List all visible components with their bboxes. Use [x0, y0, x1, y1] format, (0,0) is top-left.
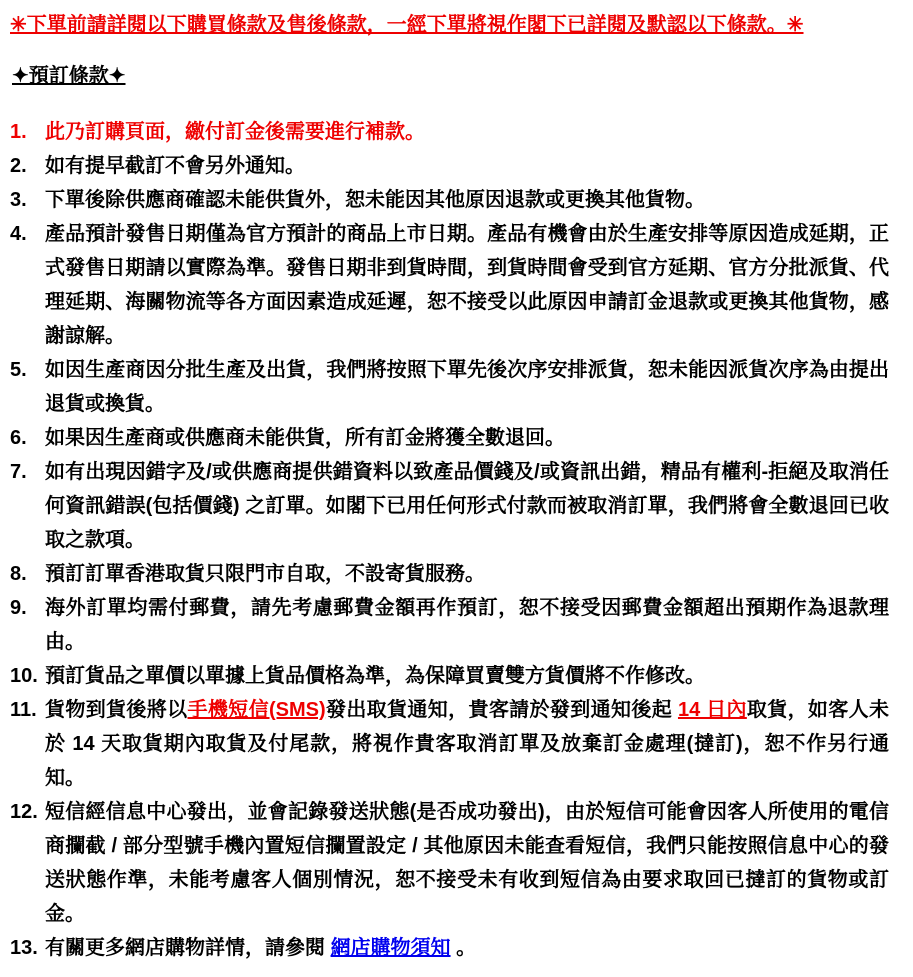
term-segment: 下單後除供應商確認未能供貨外，恕未能因其他原因退款或更換其他貨物。 — [45, 189, 705, 211]
term-segment: 預訂貨品之單價以單據上貨品價格為準，為保障買賣雙方貨價將不作修改。 — [45, 665, 705, 687]
purchase-notice-header: ✳下單前請詳閱以下購買條款及售後條款，一經下單將視作閣下已詳閱及默認以下條款。✳ — [10, 14, 804, 36]
term-segment: 此乃訂購頁面，繳付訂金後需要進行補款。 — [45, 121, 425, 143]
highlighted-phrase: 14 日內 — [677, 699, 747, 721]
term-text — [45, 115, 889, 149]
term-item — [10, 693, 889, 795]
term-item — [10, 217, 889, 353]
term-text — [45, 931, 889, 965]
term-text — [45, 795, 889, 931]
term-number: 13. — [10, 937, 38, 959]
term-text — [45, 149, 889, 183]
term-segment: 產品預計發售日期僅為官方預計的商品上市日期。產品有機會由於生產安排等原因造成延期，正式發售日期請以實際為準。發售日期非到貨時間，到貨時間會受到官方延期、官方分批派貨、代理延期、海關物流等各方面因素造成延遲，恕不接受以此原因申請訂金退款或更換其他貨物，感謝諒解。 — [45, 223, 889, 347]
term-segment: 預訂訂單香港取貨只限門市自取，不設寄貨服務。 — [45, 563, 485, 585]
term-number: 11. — [10, 699, 37, 721]
term-number: 8. — [10, 563, 27, 585]
preorder-terms-title: ✦預訂條款✦ — [12, 65, 126, 87]
term-text — [45, 353, 889, 421]
term-item — [10, 557, 889, 591]
term-segment: 如有出現因錯字及/或供應商提供錯資料以致產品價錢及/或資訊出錯，精品有權利-拒絕及取消任何資訊錯誤(包括價錢) 之訂單。如閣下已用任何形式付款而被取消訂單，我們將會全數退回已收取之款項。 — [45, 461, 889, 551]
term-segment: 海外訂單均需付郵費，請先考慮郵費金額再作預訂，恕不接受因郵費金額超出預期作為退款理由。 — [45, 597, 889, 653]
terms-list — [10, 115, 889, 965]
term-segment: 如因生產商因分批生產及出貨，我們將按照下單先後次序安排派貨，恕未能因派貨次序為由提出退貨或換貨。 — [45, 359, 889, 415]
term-item — [10, 931, 889, 965]
term-number: 10. — [10, 665, 38, 687]
term-item — [10, 455, 889, 557]
highlighted-phrase: 手機短信(SMS) — [187, 699, 326, 721]
term-text — [45, 591, 889, 659]
term-segment: 有關更多網店購物詳情，請參閱 — [45, 937, 331, 959]
term-number: 1. — [10, 121, 27, 143]
term-number: 7. — [10, 461, 27, 483]
term-text — [45, 693, 889, 795]
term-segment: 如有提早截訂不會另外通知。 — [45, 155, 305, 177]
term-segment: 。 — [450, 937, 477, 959]
term-item — [10, 183, 889, 217]
term-text — [45, 217, 889, 353]
term-text — [45, 557, 889, 591]
term-text — [45, 659, 889, 693]
term-item — [10, 421, 889, 455]
shop-guide-link[interactable]: 網店購物須知 — [330, 937, 451, 959]
term-number: 4. — [10, 223, 27, 245]
term-item — [10, 353, 889, 421]
term-number: 6. — [10, 427, 27, 449]
term-segment: 取貨，如客人未於 14 天取貨期內取貨及付尾款，將視作貴客取消訂單及放棄訂金處理(撻訂)，恕不作另行通知。 — [45, 699, 890, 789]
term-item — [10, 591, 889, 659]
term-text — [45, 421, 889, 455]
term-number: 3. — [10, 189, 27, 211]
term-number: 12. — [10, 801, 38, 823]
term-item — [10, 795, 889, 931]
term-item — [10, 149, 889, 183]
term-item — [10, 659, 889, 693]
term-segment: 如果因生產商或供應商未能供貨，所有訂金將獲全數退回。 — [45, 427, 565, 449]
term-segment: 發出取貨通知，貴客請於發到通知後起 — [325, 699, 678, 721]
term-segment: 貨物到貨後將以 — [45, 699, 188, 721]
term-number: 5. — [10, 359, 27, 381]
term-number: 2. — [10, 155, 27, 177]
term-text — [45, 183, 889, 217]
term-item — [10, 115, 889, 149]
term-number: 9. — [10, 597, 27, 619]
term-segment: 短信經信息中心發出，並會記錄發送狀態(是否成功發出)，由於短信可能會因客人所使用的電信商攔截 / 部分型號手機內置短信攔置設定 / 其他原因未能查看短信，我們只能按照信息中心的發送狀態作準，未能考慮客人個別情況，恕不接受未有收到短信為由要求取回已撻訂的貨物或訂金。 — [45, 801, 889, 925]
term-text — [45, 455, 889, 557]
